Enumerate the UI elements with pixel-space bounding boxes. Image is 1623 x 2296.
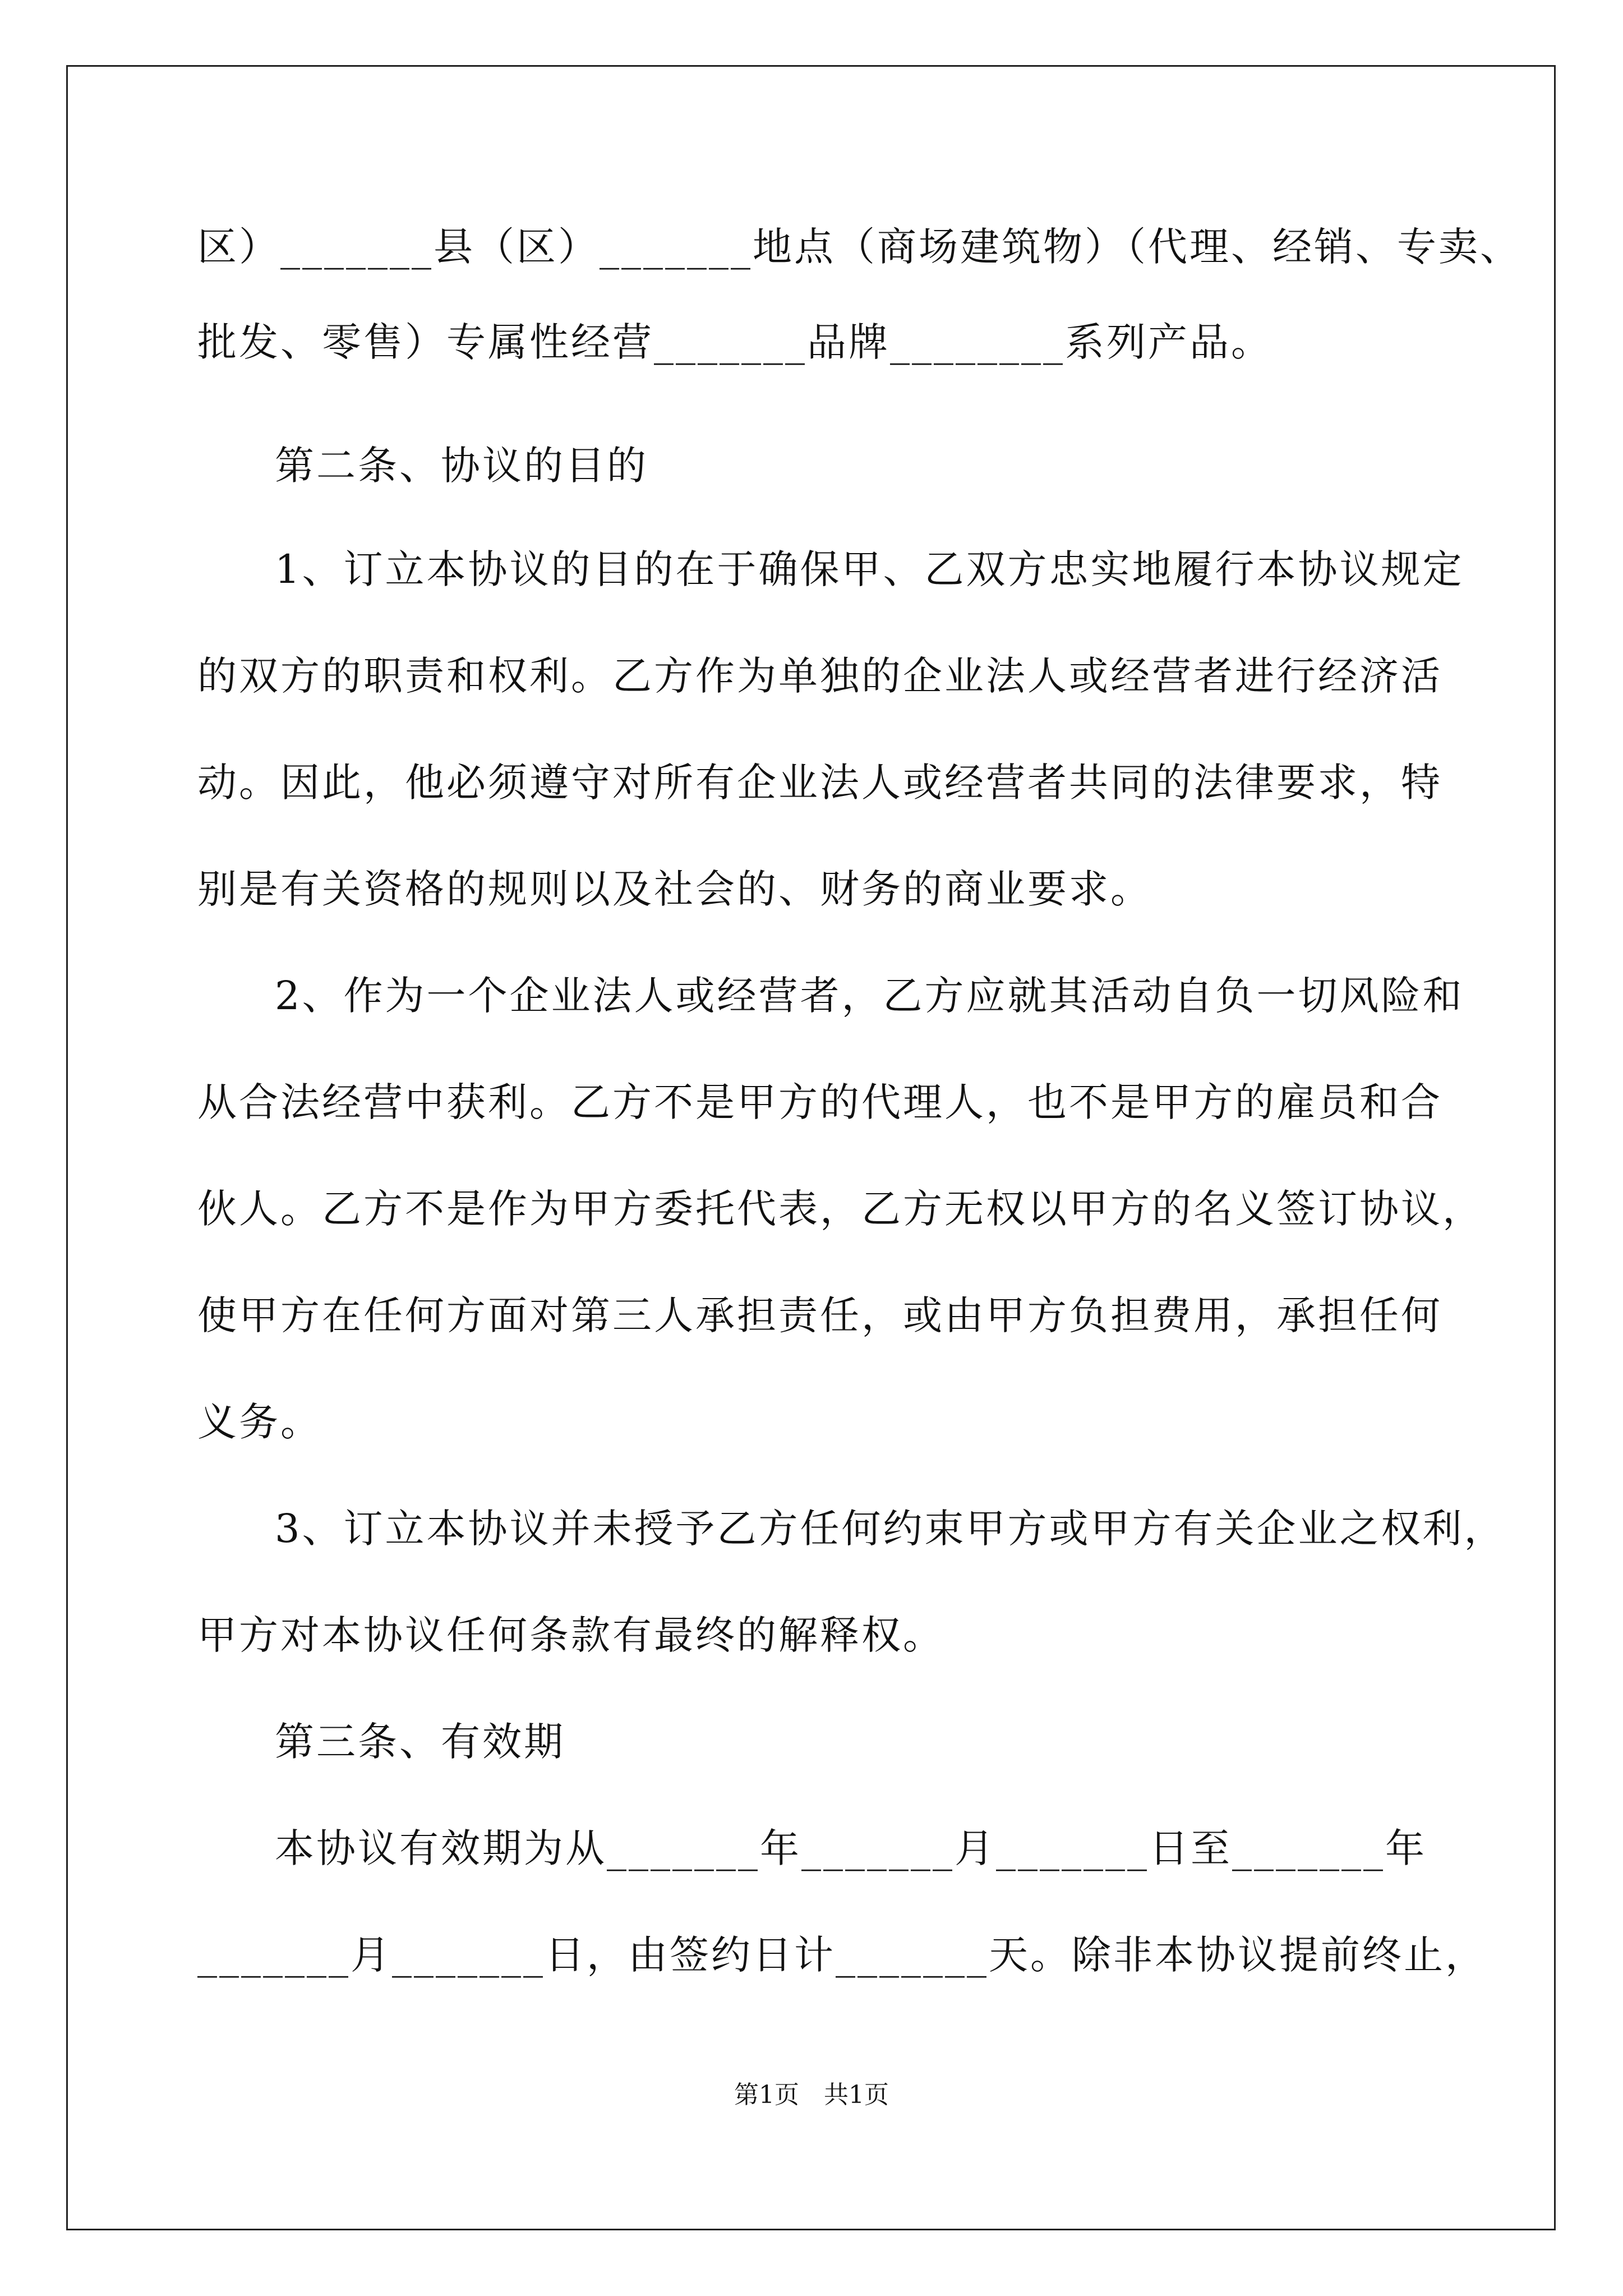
text-line: 区）_______县（区）_______地点（商场建筑物）（代理、经销、专卖、 xyxy=(197,224,1521,270)
text-line: 动。因此，他必须遵守对所有企业法人或经营者共同的法律要求，特 xyxy=(197,760,1442,806)
text-line: 义务。 xyxy=(197,1399,322,1445)
text-line: 的双方的职责和权利。乙方作为单独的企业法人或经营者进行经济活 xyxy=(197,653,1442,699)
section-heading: 第三条、有效期 xyxy=(275,1719,565,1765)
text-line: 从合法经营中获利。乙方不是甲方的代理人，也不是甲方的雇员和合 xyxy=(197,1079,1442,1125)
section-heading: 第二条、协议的目的 xyxy=(275,443,648,489)
text-line: 使甲方在任何方面对第三人承担责任，或由甲方负担费用，承担任何 xyxy=(197,1292,1442,1338)
text-line: 1、订立本协议的目的在于确保甲、乙双方忠实地履行本协议规定 xyxy=(275,546,1464,592)
text-line: 本协议有效期为从_______年_______月_______日至_______年 xyxy=(275,1825,1427,1871)
text-line: 别是有关资格的规则以及社会的、财务的商业要求。 xyxy=(197,866,1152,912)
text-line: 批发、零售）专属性经营_______品牌________系列产品。 xyxy=(197,319,1272,365)
text-line: 伙人。乙方不是作为甲方委托代表，乙方无权以甲方的名义签订协议， xyxy=(197,1186,1484,1232)
page-border xyxy=(66,65,1556,2230)
text-line: _______月_______日，由签约日计_______天。除非本协议提前终止， xyxy=(197,1932,1487,1978)
text-line: 甲方对本协议任何条款有最终的解释权。 xyxy=(197,1612,944,1658)
text-line: 3、订立本协议并未授予乙方任何约束甲方或甲方有关企业之权利， xyxy=(275,1506,1506,1552)
page-number: 第1页 共1页 xyxy=(734,2081,889,2109)
text-line: 2、作为一个企业法人或经营者，乙方应就其活动自负一切风险和 xyxy=(275,973,1464,1019)
